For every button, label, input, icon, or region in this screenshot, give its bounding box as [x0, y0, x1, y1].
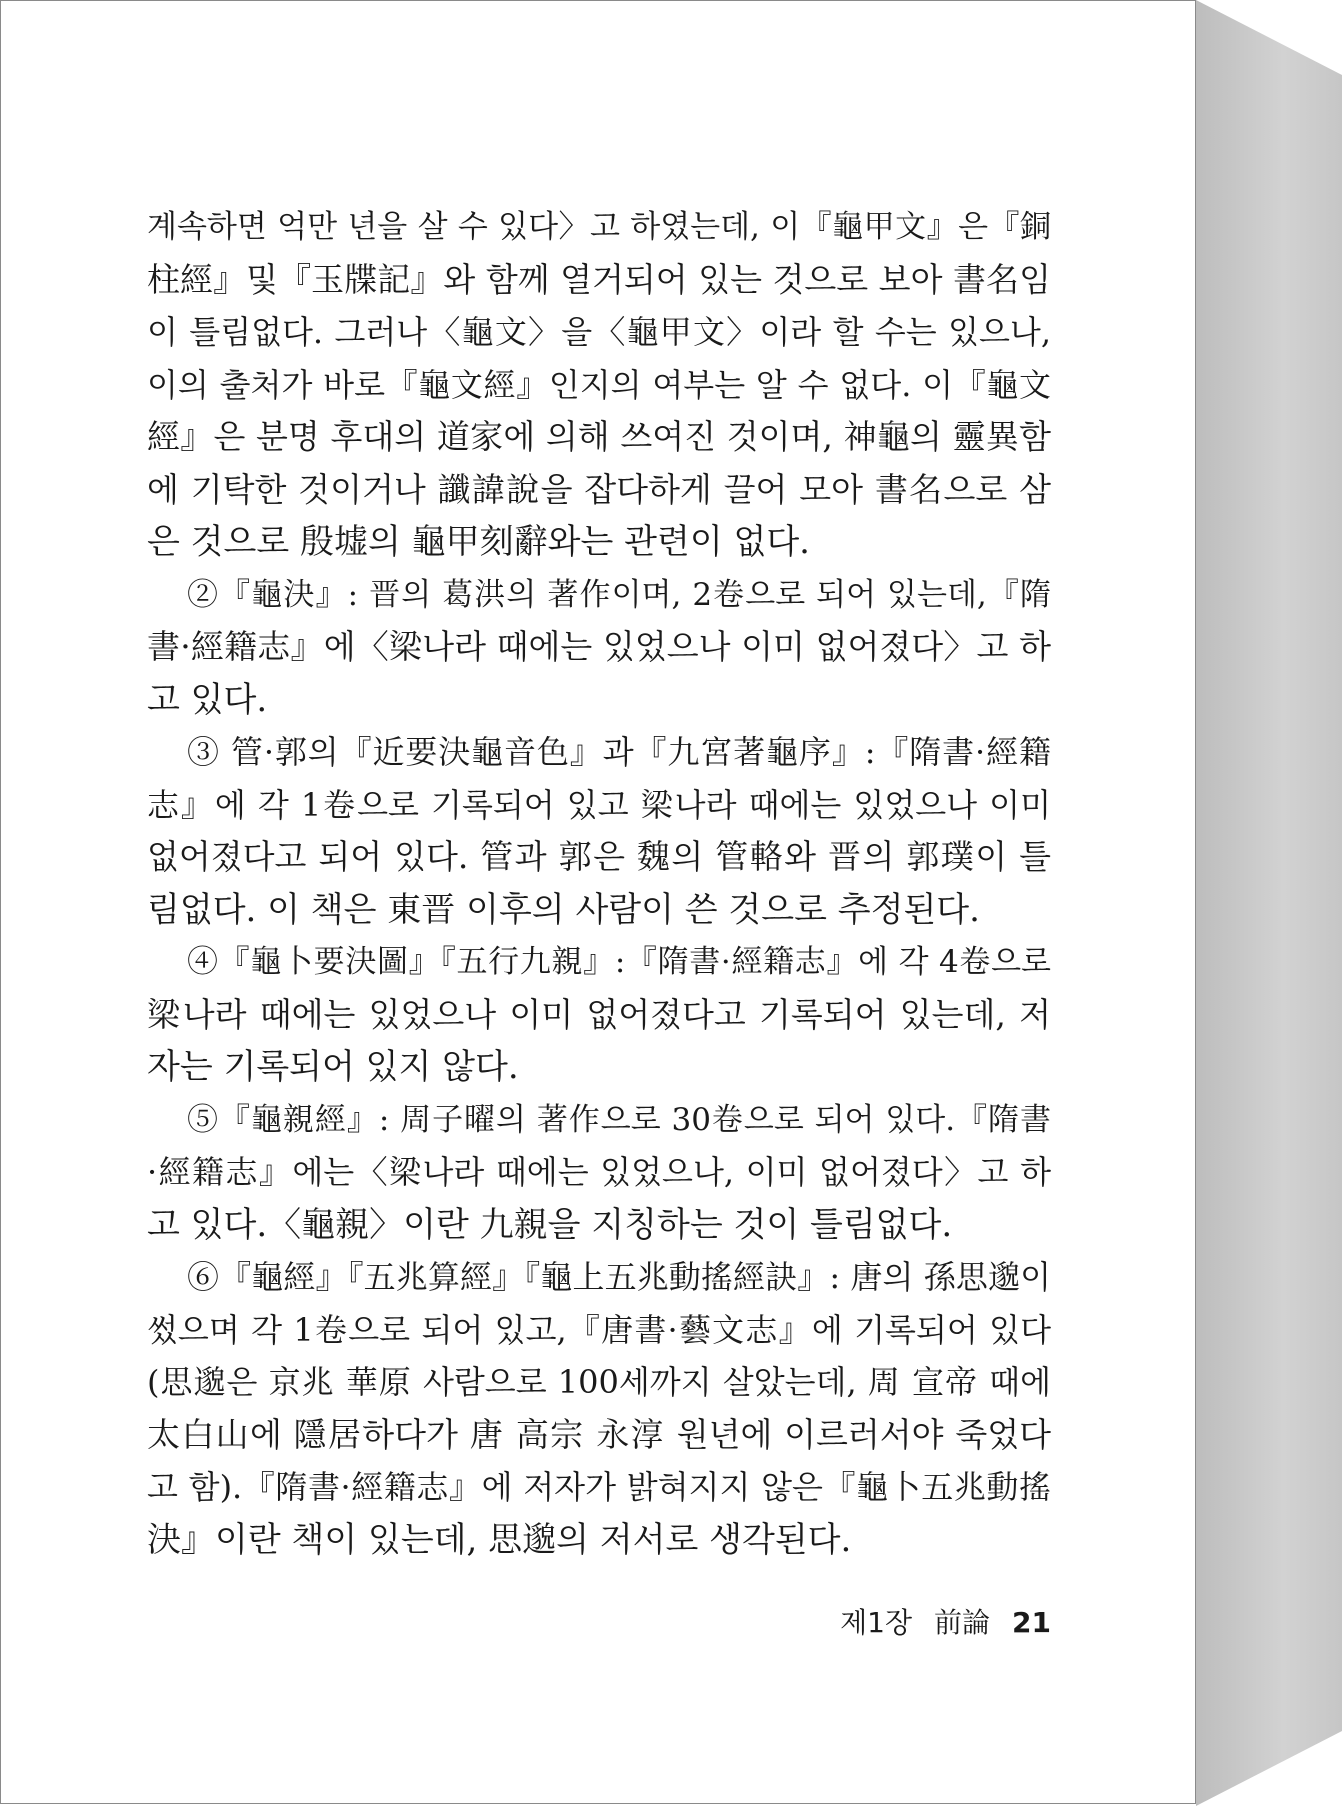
page-number: 21 — [1012, 1606, 1051, 1639]
text-line: 이의 출처가 바로『龜文經』인지의 여부는 알 수 없다. 이『龜文 — [147, 365, 1051, 404]
text-line: 書·經籍志』에〈梁나라 때에는 있었으나 이미 없어졌다〉고 하 — [147, 627, 1051, 666]
text-line: ②『龜決』: 晋의 葛洪의 著作이며, 2卷으로 되어 있는데,『隋 — [187, 576, 1051, 613]
text-line: 자는 기록되어 있지 않다. — [147, 1047, 519, 1087]
text-line: 經』은 분명 후대의 道家에 의해 쓰여진 것이며, 神龜의 靈異함 — [147, 417, 1051, 456]
text-line: 柱經』및『玉牒記』와 함께 열거되어 있는 것으로 보아 書名임 — [147, 259, 1051, 299]
text-line: ⑥『龜經』『五兆算經』『龜上五兆動搖經訣』: 唐의 孫思邈이 — [187, 1258, 1051, 1296]
text-line: ③ 管·郭의『近要決龜音色』과『九宮著龜序』:『隋書·經籍 — [187, 733, 1051, 771]
text-line: ⑤『龜親經』: 周子曜의 著作으로 30卷으로 되어 있다.『隋書 — [187, 1101, 1051, 1138]
chapter-title: 前論 — [934, 1606, 991, 1639]
text-line: 에 기탁한 것이거나 讖諱說을 잡다하게 끌어 모아 書名으로 삼 — [147, 469, 1051, 509]
text-line: 고 있다. — [147, 679, 268, 720]
body-text — [147, 201, 1051, 1566]
book-page-edges — [1196, 0, 1342, 1806]
text-line: 고 있다.〈龜親〉이란 九親을 지칭하는 것이 틀림없다. — [147, 1204, 953, 1245]
text-line: 梁나라 때에는 있었으나 이미 없어졌다고 기록되어 있는데, 저 — [147, 994, 1051, 1034]
text-line: 없어졌다고 되어 있다. 管과 郭은 魏의 管輅와 晋의 郭璞이 틀 — [147, 837, 1051, 876]
text-line: (思邈은 京兆 華原 사람으로 100세까지 살았는데, 周 宣帝 때에 — [147, 1363, 1051, 1401]
text-line: 썼으며 각 1卷으로 되어 있고,『唐書·藝文志』에 기록되어 있다 — [147, 1310, 1051, 1349]
text-line: ·經籍志』에는〈梁나라 때에는 있었으나, 이미 없어졌다〉고 하 — [147, 1153, 1051, 1191]
text-line: 은 것으로 殷墟의 龜甲刻辭와는 관련이 없다. — [147, 522, 810, 562]
text-line: 계속하면 억만 년을 살 수 있다〉고 하였는데, 이『龜甲文』은『銅 — [147, 209, 1051, 245]
chapter-label: 제1장 — [840, 1606, 913, 1639]
text-line: 決』이란 책이 있는데, 思邈의 저서로 생각된다. — [147, 1519, 852, 1560]
text-line: 志』에 각 1卷으로 기록되어 있고 梁나라 때에는 있었으나 이미 — [147, 785, 1051, 824]
text-line: 고 함).『隋書·經籍志』에 저자가 밝혀지지 않은『龜卜五兆動搖 — [147, 1468, 1051, 1506]
text-line: 이 틀림없다. 그러나〈龜文〉을〈龜甲文〉이라 할 수는 있으나, — [147, 313, 1051, 351]
page-footer — [821, 1601, 1051, 1641]
text-line: 太白山에 隱居하다가 唐 高宗 永淳 원년에 이르러서야 죽었다 — [147, 1414, 1051, 1454]
text-line: 림없다. 이 책은 東晋 이후의 사람이 쓴 것으로 추정된다. — [147, 889, 980, 930]
text-line: ④『龜卜要決圖』『五行九親』:『隋書·經籍志』에 각 4卷으로 — [187, 944, 1051, 980]
